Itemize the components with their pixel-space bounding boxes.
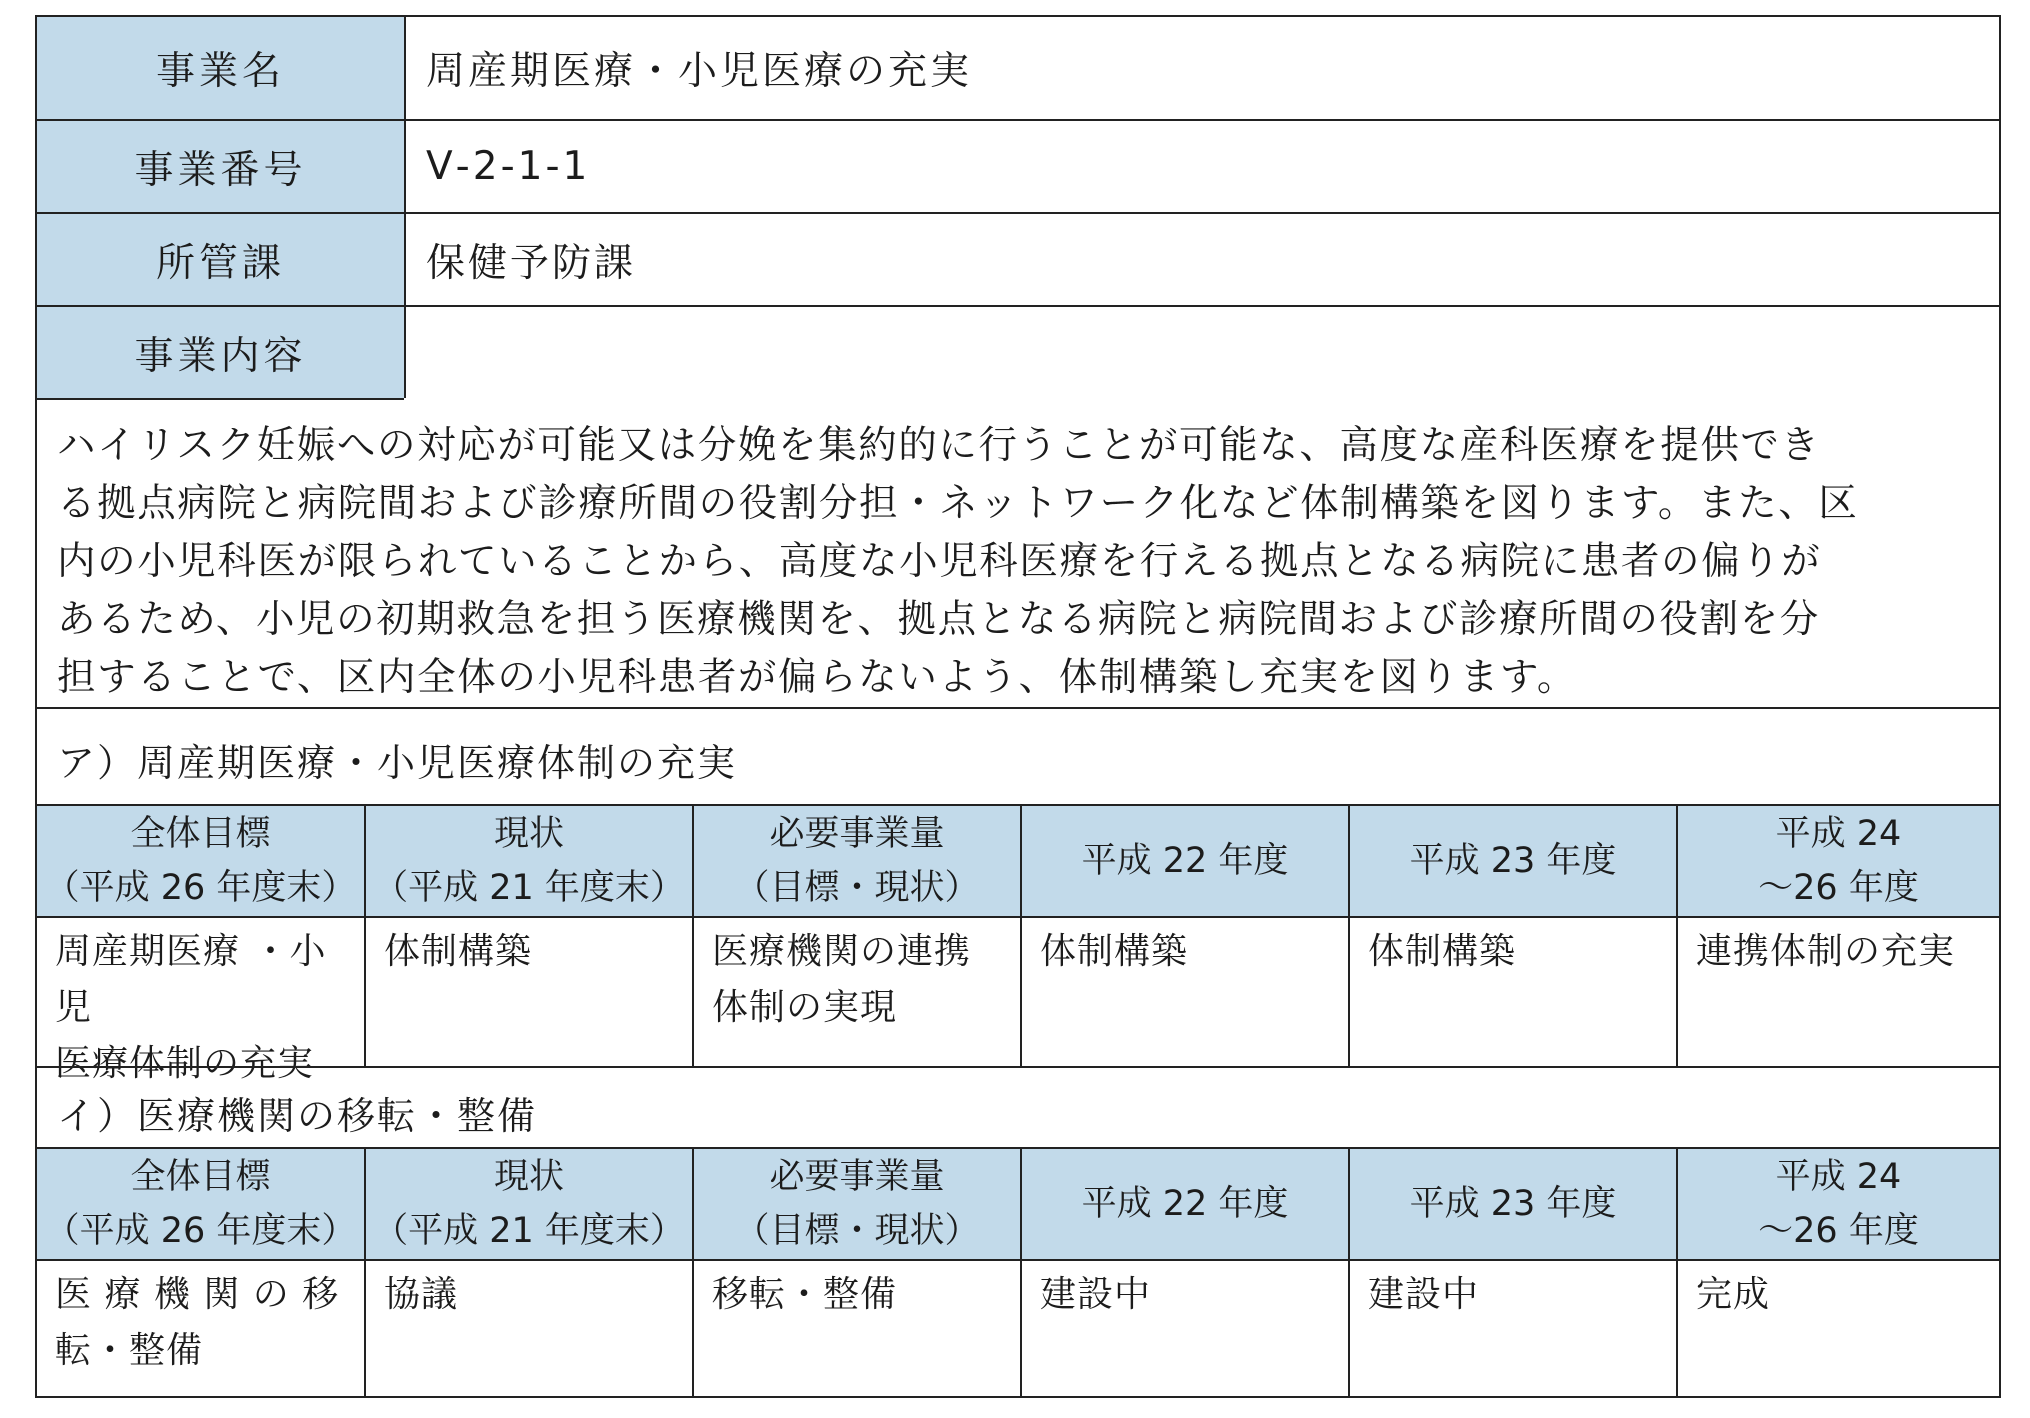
section-a-cell-fy22: 体制構築 <box>1040 931 1189 972</box>
value-project-name: 周産期医療・小児医療の充実 <box>426 49 973 94</box>
value-project-content <box>404 307 1999 398</box>
section-i-cell-overall-goal: 医 療 機 関 の 移 転・整備 <box>55 1274 340 1371</box>
col-header-required-volume: 必要事業量 （目標・現状） <box>694 806 1020 916</box>
section-title-a: ア）周産期医療・小児医療体制の充実 <box>57 741 738 785</box>
col-header-overall-goal: 全体目標 （平成 26 年度末） <box>37 806 364 916</box>
section-a-cell-fy24-26: 連携体制の充実 <box>1696 931 1956 972</box>
section-a-cell-overall-goal: 周産期医療 ・小児 医療体制の充実 <box>55 931 327 1084</box>
col-header-current-status: 現状 （平成 21 年度末） <box>366 1149 692 1259</box>
value-project-number: Ⅴ-2-1-1 <box>426 144 591 189</box>
value-department: 保健予防課 <box>426 240 637 286</box>
col-header-fy23: 平成 23 年度 <box>1350 806 1676 916</box>
label-project-name: 事業名 <box>37 17 404 119</box>
section-title-i: イ）医療機関の移転・整備 <box>57 1094 538 1138</box>
section-i-cell-fy22: 建設中 <box>1040 1274 1152 1315</box>
col-header-required-volume: 必要事業量 （目標・現状） <box>694 1149 1020 1259</box>
section-i-cell-required-volume: 移転・整備 <box>712 1274 898 1315</box>
section-a-cell-fy23: 体制構築 <box>1368 931 1517 972</box>
label-project-number: 事業番号 <box>37 121 404 212</box>
label-department: 所管課 <box>37 214 404 305</box>
plan-table <box>35 15 2001 1398</box>
col-header-fy24-26: 平成 24 ～26 年度 <box>1678 806 1999 916</box>
label-project-content: 事業内容 <box>37 307 404 398</box>
project-description <box>57 417 1987 707</box>
section-i-cell-current-status: 協議 <box>384 1274 459 1315</box>
col-header-current-status: 現状 （平成 21 年度末） <box>366 806 692 916</box>
description-line: 担することで、区内全体の小児科患者が偏らないよう、体制構築し充実を図ります。 <box>57 655 1577 700</box>
section-a-cell-required-volume: 医療機関の連携 体制の実現 <box>712 931 972 1028</box>
section-a-cell-current-status: 体制構築 <box>384 931 533 972</box>
col-header-fy22: 平成 22 年度 <box>1022 1149 1348 1259</box>
description-line: あるため、小児の初期救急を担う医療機関を、拠点となる病院と病院間および診療所間の役割を分 <box>57 597 1820 642</box>
description-line: 内の小児科医が限られていることから、高度な小児科医療を行える拠点となる病院に患者の偏りが <box>57 539 1822 584</box>
col-header-overall-goal: 全体目標 （平成 26 年度末） <box>37 1149 364 1259</box>
description-line: る拠点病院と病院間および診療所間の役割分担・ネットワーク化など体制構築を図ります。また、区 <box>57 481 1859 526</box>
col-header-fy24-26: 平成 24 ～26 年度 <box>1678 1149 1999 1259</box>
col-header-fy23: 平成 23 年度 <box>1350 1149 1676 1259</box>
col-header-fy22: 平成 22 年度 <box>1022 806 1348 916</box>
section-i-cell-fy23: 建設中 <box>1368 1274 1480 1315</box>
description-line: ハイリスク妊娠への対応が可能又は分娩を集約的に行うことが可能な、高度な産科医療を提供でき <box>57 423 1821 468</box>
section-i-cell-fy24-26: 完成 <box>1696 1274 1771 1315</box>
